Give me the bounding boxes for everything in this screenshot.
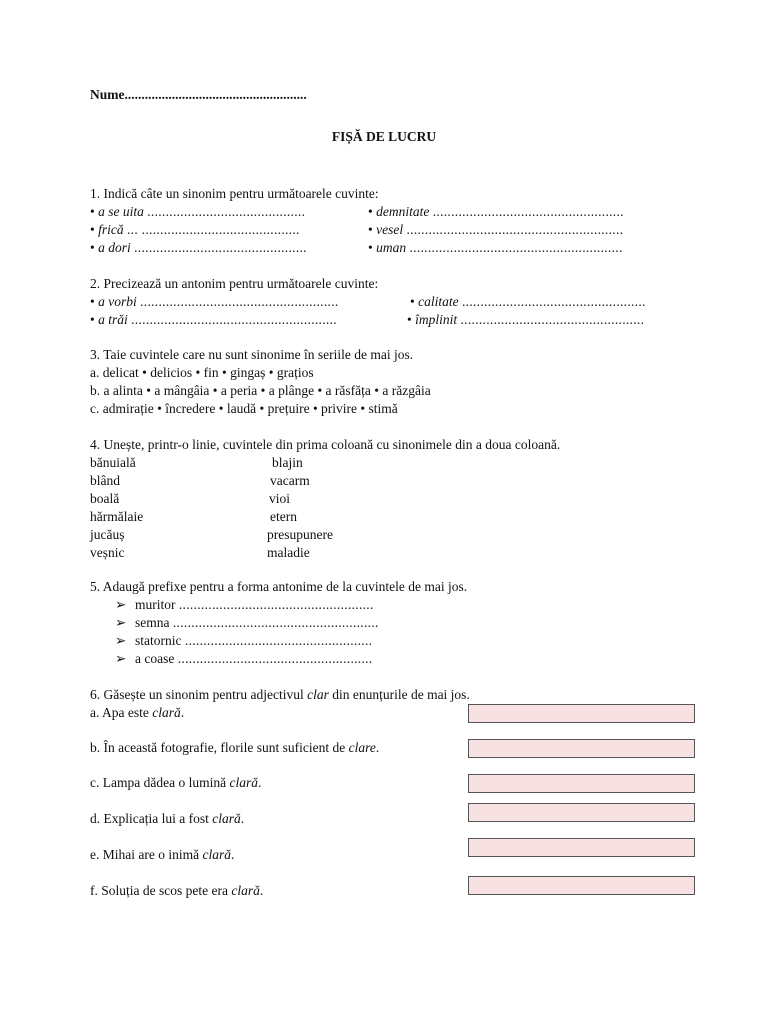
name-dots: ...................................................... bbox=[124, 87, 307, 102]
ex1-dots: .................................................... bbox=[432, 204, 624, 219]
ex2-item: • a trăi ........................................................ bbox=[90, 312, 337, 327]
answer-box-d[interactable] bbox=[468, 803, 695, 822]
ex2-item: • împlinit .................................................. bbox=[407, 312, 645, 327]
ex6-sentence bbox=[90, 810, 244, 828]
ex5-dots: ........................................................ bbox=[172, 615, 379, 630]
ex6-sentence-word: clară bbox=[152, 705, 181, 720]
ex6-sentence-text: f. Soluția de scos pete era bbox=[90, 883, 232, 898]
ex2-word: calitate bbox=[418, 294, 459, 309]
ex2-word: a vorbi bbox=[98, 294, 137, 309]
page-title: FIȘĂ DE LUCRU bbox=[331, 129, 437, 144]
ex1-word: a dori bbox=[98, 240, 131, 255]
ex4-left-word: jucăuș bbox=[90, 527, 125, 542]
ex5-dots: ................................................... bbox=[184, 633, 373, 648]
answer-box-c[interactable] bbox=[468, 774, 695, 793]
ex6-sentence-text: c. Lampa dădea o lumină bbox=[90, 775, 230, 790]
ex4-left-word: veșnic bbox=[90, 545, 125, 560]
ex2-dots: .................................................. bbox=[460, 312, 645, 327]
ex4-right-word: etern bbox=[270, 509, 297, 524]
ex6-sentence-end: . bbox=[180, 705, 185, 720]
ex1-word: frică bbox=[98, 222, 124, 237]
ex2-dots: ........................................................ bbox=[131, 312, 337, 327]
ex6-sentence-text: b. În această fotografie, florile sunt suficient de bbox=[90, 740, 349, 755]
ex1-dots: ........................................................... bbox=[406, 222, 624, 237]
ex5-word: a coase bbox=[135, 651, 175, 666]
ex5-dots: ..................................................... bbox=[178, 597, 374, 612]
ex4-right-word: blajin bbox=[272, 455, 303, 470]
ex4-left-word: bănuială bbox=[90, 455, 136, 470]
ex3-row: a. delicat • delicios • fin • gingaș • grațios bbox=[90, 365, 314, 380]
ex6-sentence bbox=[90, 846, 234, 864]
answer-box-e[interactable] bbox=[468, 838, 695, 857]
answer-box-a[interactable] bbox=[468, 704, 695, 723]
ex5-item bbox=[115, 596, 374, 614]
ex6-sentence-text: a. Apa este bbox=[90, 705, 153, 720]
ex2-item: • a vorbi ...................................................... bbox=[90, 294, 339, 309]
ex6-sentence-end: . bbox=[240, 811, 245, 826]
ex1-dots: ........................................... bbox=[147, 204, 306, 219]
ex6-sentence bbox=[90, 739, 379, 757]
ex5-item bbox=[115, 632, 372, 650]
ex4-right-word: maladie bbox=[267, 545, 310, 560]
ex5-word: semna bbox=[135, 615, 170, 630]
ex5-item bbox=[115, 614, 379, 632]
ex6-prompt-post: din enunțurile de mai jos. bbox=[328, 687, 470, 702]
ex6-sentence-word: clară bbox=[229, 775, 258, 790]
ex6-prompt bbox=[90, 686, 470, 704]
ex6-sentence-text: e. Mihai are o inimă bbox=[90, 847, 203, 862]
ex1-item: • uman .......................................................... bbox=[368, 240, 623, 255]
ex4-left-word: hărmălaie bbox=[90, 509, 144, 524]
ex2-item: • calitate .................................................. bbox=[410, 294, 646, 309]
ex3-row: b. a alinta • a mângâia • a peria • a plânge • a răsfăța • a răzgâia bbox=[90, 383, 431, 398]
ex2-word: împlinit bbox=[415, 312, 458, 327]
name-label: Nume bbox=[90, 87, 125, 102]
ex4-right-word: vacarm bbox=[270, 473, 310, 488]
ex1-item: • demnitate .................................................... bbox=[368, 204, 624, 219]
ex6-sentence-word: clare bbox=[348, 740, 376, 755]
ex1-dots: ... ........................................... bbox=[126, 222, 300, 237]
arrow-bullet-icon: ➢ bbox=[115, 633, 127, 648]
ex6-sentence-end: . bbox=[230, 847, 235, 862]
answer-box-f[interactable] bbox=[468, 876, 695, 895]
ex5-prompt: 5. Adaugă prefixe pentru a forma antonime de la cuvintele de mai jos. bbox=[90, 579, 468, 594]
ex1-dots: ............................................... bbox=[134, 240, 307, 255]
ex2-dots: .................................................. bbox=[461, 294, 646, 309]
ex6-sentence-word: clară bbox=[202, 847, 231, 862]
ex4-left-word: boală bbox=[90, 491, 120, 506]
ex1-word: demnitate bbox=[376, 204, 430, 219]
ex6-sentence bbox=[90, 704, 184, 722]
ex4-prompt: 4. Unește, printr-o linie, cuvintele din prima coloană cu sinonimele din a doua coloană. bbox=[90, 437, 561, 452]
ex6-sentence-text: d. Explicația lui a fost bbox=[90, 811, 213, 826]
ex6-sentence-word: clară bbox=[212, 811, 241, 826]
ex1-prompt: 1. Indică câte un sinonim pentru următoarele cuvinte: bbox=[90, 186, 379, 201]
ex6-sentence-end: . bbox=[375, 740, 380, 755]
arrow-bullet-icon: ➢ bbox=[115, 651, 127, 666]
ex6-prompt-word: clar bbox=[307, 687, 329, 702]
ex5-dots: ..................................................... bbox=[177, 651, 373, 666]
ex3-row: c. admirație • încredere • laudă • prețuire • privire • stimă bbox=[90, 401, 398, 416]
ex5-item bbox=[115, 650, 373, 668]
ex6-sentence bbox=[90, 882, 263, 900]
ex6-prompt-pre: 6. Găsește un sinonim pentru adjectivul bbox=[90, 687, 308, 702]
ex1-item: • vesel ........................................................... bbox=[368, 222, 624, 237]
ex6-sentence-word: clară bbox=[231, 883, 260, 898]
ex6-sentence-end: . bbox=[257, 775, 262, 790]
ex2-dots: ...................................................... bbox=[140, 294, 339, 309]
ex5-word: statornic bbox=[135, 633, 182, 648]
answer-box-b[interactable] bbox=[468, 739, 695, 758]
ex5-word: muritor bbox=[135, 597, 176, 612]
name-line bbox=[90, 86, 307, 104]
ex6-sentence-end: . bbox=[259, 883, 264, 898]
ex1-dots: .......................................................... bbox=[409, 240, 623, 255]
ex1-item: • frică ... ........................................... bbox=[90, 222, 300, 237]
ex3-prompt: 3. Taie cuvintele care nu sunt sinonime în seriile de mai jos. bbox=[90, 347, 414, 362]
ex4-right-word: vioi bbox=[269, 491, 291, 506]
arrow-bullet-icon: ➢ bbox=[115, 597, 127, 612]
ex1-item: • a dori ............................................... bbox=[90, 240, 307, 255]
ex2-word: a trăi bbox=[98, 312, 128, 327]
ex1-word: vesel bbox=[376, 222, 404, 237]
ex1-word: uman bbox=[376, 240, 407, 255]
arrow-bullet-icon: ➢ bbox=[115, 615, 127, 630]
ex1-item: • a se uita ........................................... bbox=[90, 204, 306, 219]
ex4-right-word: presupunere bbox=[267, 527, 333, 542]
ex1-word: a se uita bbox=[98, 204, 144, 219]
ex4-left-word: blând bbox=[90, 473, 120, 488]
ex2-prompt: 2. Precizează un antonim pentru următoarele cuvinte: bbox=[90, 276, 379, 291]
ex6-sentence bbox=[90, 774, 261, 792]
